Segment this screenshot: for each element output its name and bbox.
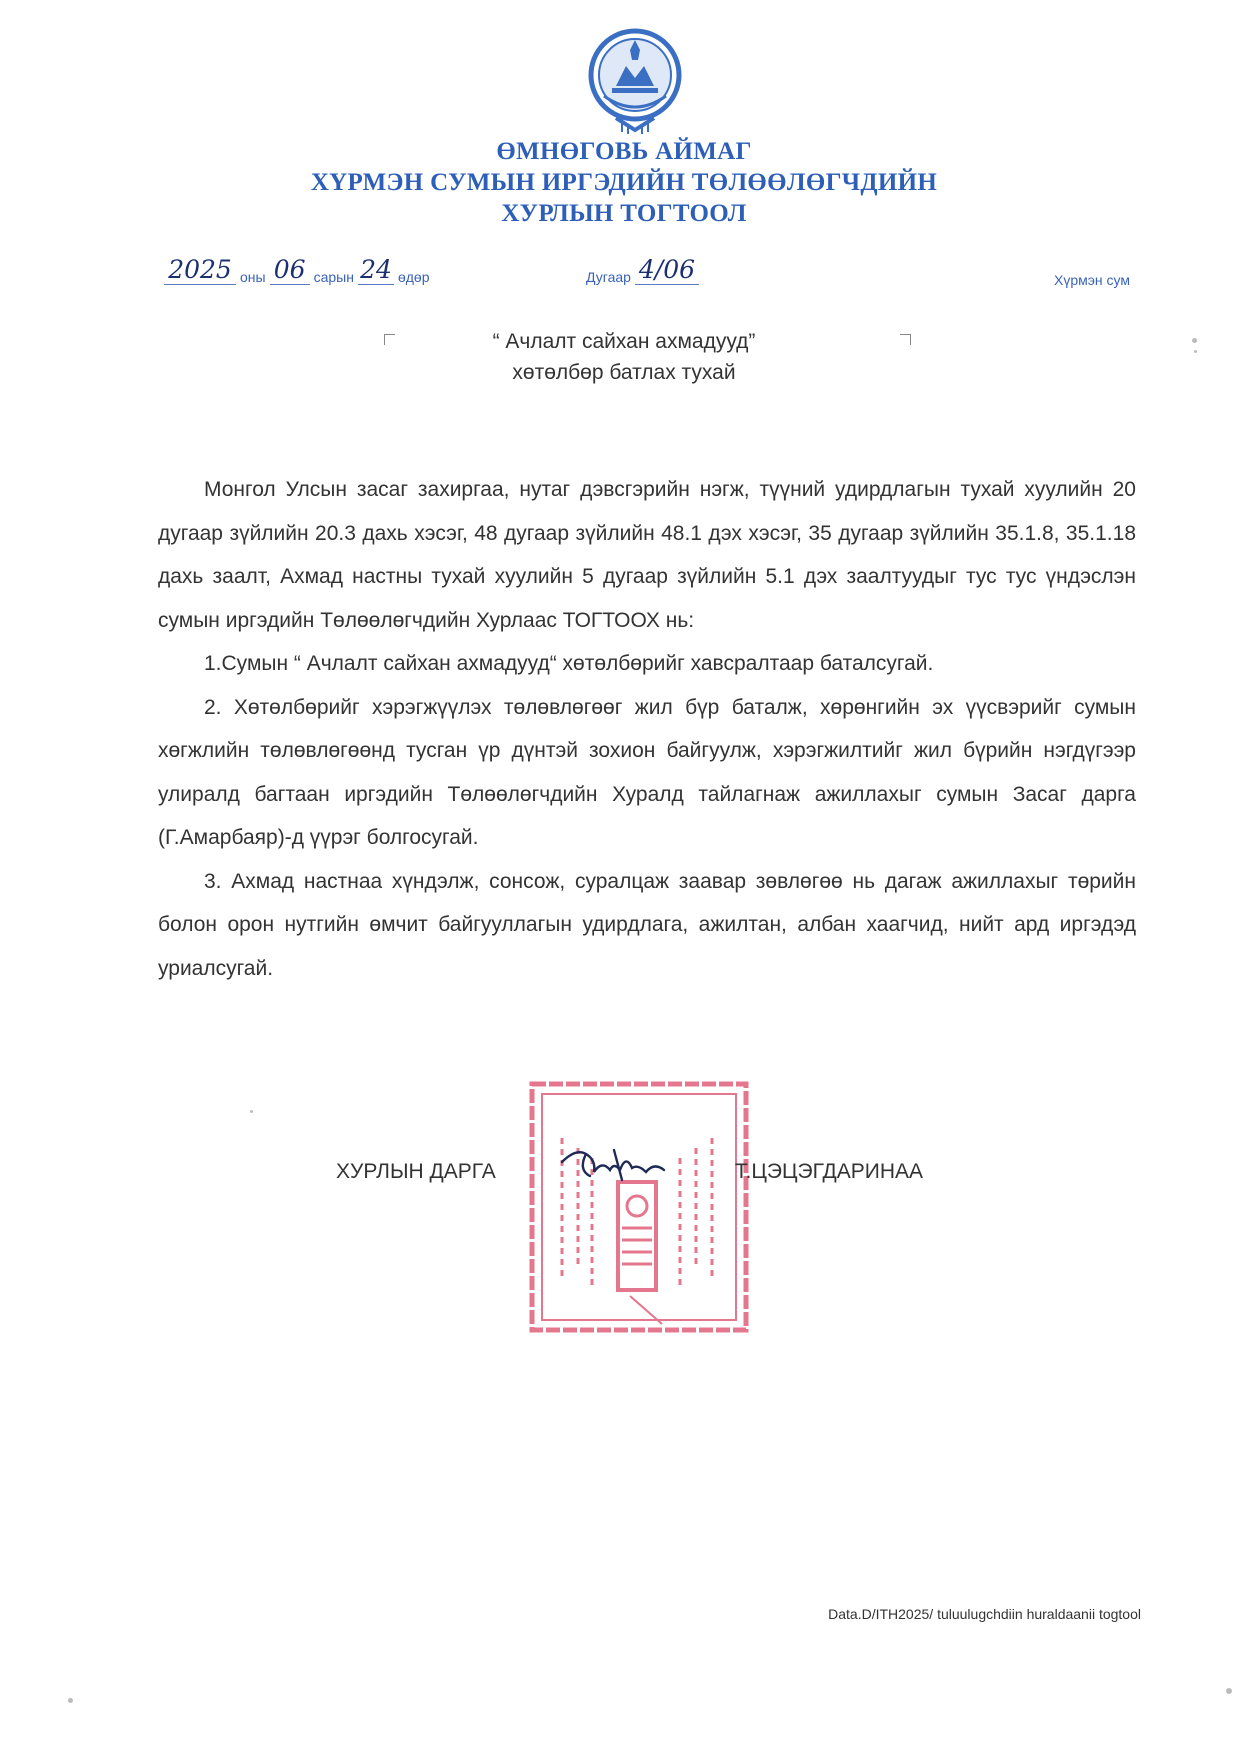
date-month: 06 [270, 256, 310, 285]
date-month-label: сарын [313, 269, 354, 285]
date-year-label: оны [240, 269, 266, 285]
resolution-subject [0, 326, 1248, 388]
scan-speck [1194, 350, 1197, 353]
place: Хүрмэн сум [1054, 272, 1130, 288]
number-line [582, 256, 699, 285]
scan-speck [1226, 1688, 1232, 1694]
number-value: 4/06 [635, 256, 699, 285]
body-item-1: 1.Сумын “ Ачлалт сайхан ахмадууд“ хөтөлбөрийг хавсралтаар баталсугай. [204, 652, 934, 675]
date-day: 24 [358, 256, 394, 285]
scan-speck [68, 1698, 73, 1703]
scan-speck [1192, 338, 1197, 343]
body-intro: Монгол Улсын засаг захиргаа, нутаг дэвсгэрийн нэгж, түүний удирдлагын тухай хуулийн 20 дугаар зүйлийн 20.3 дахь хэсэг, 48 дугаар зүйлийн 48.1 дэх хэсэг, 35 дугаар зүйлийн 35.1.8, 35.1.18 дахь заалт, Ахмад настны тухай хуулийн 5 дугаар зүйлийн 5.1 дэх заалтуудыг тус тус үндэслэн сумын иргэдийн Төлөөлөгчдийн Хурлаас ТОГТООХ нь: [158, 478, 1136, 632]
date-day-label: өдөр [397, 269, 430, 285]
body-item-2: 2. Хөтөлбөрийг хэрэгжүүлэх төлөвлөгөөг жил бүр баталж, хөрөнгийн эх үүсвэрийг сумын хөгжлийн төлөвлөгөөнд тусган үр дүнтэй зохион байгуулж, хэрэгжилтийг жил бүрийн нэгдүгээр улиралд багтаан иргэдийн Төлөөлөгчдийн Хуралд тайлагнаж ажиллахыг сумын Засаг дарга (Г.Амарбаяр)-д үүрэг болгосугай. [158, 695, 1136, 849]
header-council: ХҮРМЭН СУМЫН ИРГЭДИЙН ТӨЛӨӨЛӨГЧДИЙН [310, 169, 938, 196]
header-aimag: ӨМНӨГОВЬ АЙМАГ [496, 138, 752, 165]
header-resolution: ХУРЛЫН ТОГТООЛ [501, 200, 747, 227]
official-seal-stamp [512, 1078, 760, 1338]
state-emblem-icon [586, 26, 684, 136]
body-item-3: 3. Ахмад настнаа хүндэлж, сонсож, суралцаж заавар зөвлөгөө нь дагаж ажиллахыг төрийн болон орон нутгийн өмчит байгууллагын удирдлага, ажилтан, албан хаагчид, нийт ард иргэдэд уриалсугай. [158, 869, 1136, 980]
footer-file-path: Data.D/ITH2025/ tuluulugchdiin huraldaanii togtool [828, 1606, 1141, 1622]
signatory-title: ХУРЛЫН ДАРГА [336, 1160, 496, 1183]
document-header [0, 136, 1248, 229]
subject-line-2: хөтөлбөр батлах тухай [512, 361, 736, 384]
date-year: 2025 [164, 256, 236, 285]
number-label: Дугаар [586, 269, 631, 285]
handwritten-signature [556, 1140, 676, 1196]
date-line [164, 256, 434, 285]
scan-speck [250, 1110, 253, 1113]
resolution-body [158, 468, 1136, 990]
subject-line-1: “ Ачлалт сайхан ахмадууд” [492, 330, 756, 353]
signatory-name: Т.ЦЭЦЭГДАРИНАА [735, 1160, 924, 1183]
